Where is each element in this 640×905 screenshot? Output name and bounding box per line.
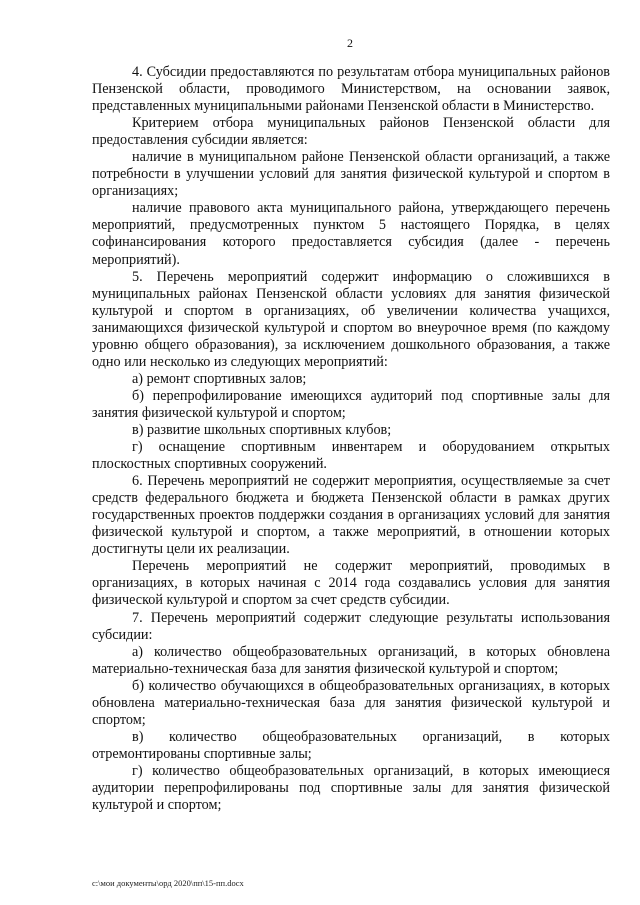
list-item-b-room-conversion: б) перепрофилирование имеющихся аудиторий под спортивные залы для занятия физической культурой и спортом; <box>92 387 610 421</box>
paragraph-item-4-subsidies: 4. Субсидии предоставляются по результатам отбора муниципальных районов Пензенской области, проводимого Министерством, на основании заявок, представленных муниципальными районами Пензенской области в Министерство. <box>92 64 610 115</box>
paragraph-criterion-legal-act: наличие правового акта муниципального района, утверждающего перечень мероприятий, предусмотренных пунктом 5 настоящего Порядка, в целях софинансирования которого предоставляется субсидия (далее - перечень мероприятий). <box>92 200 610 268</box>
list-item-c-school-sport-clubs: в) развитие школьных спортивных клубов; <box>132 421 392 438</box>
footer-file-path: c:\мои документы\орд 2020\пп\15-пп.docx <box>92 878 244 888</box>
paragraph-criterion-organizations: наличие в муниципальном районе Пензенской области организаций, а также потребности в улучшении условий для занятия физической культурой и спортом в организациях; <box>92 149 610 200</box>
paragraph-selection-criterion: Критерием отбора муниципальных районов Пензенской области для предоставления субсидии является: <box>92 115 610 149</box>
paragraph-item-7-results: 7. Перечень мероприятий содержит следующие результаты использования субсидии: <box>92 609 610 643</box>
list-item-d-outdoor-equipment: г) оснащение спортивным инвентарем и оборудованием открытых плоскостных спортивных сооружений. <box>92 439 610 473</box>
list-item-b-result-students: б) количество обучающихся в общеобразовательных организациях, в которых обновлена материально-техническая база для занятия физической культурой и спортом; <box>92 677 610 728</box>
paragraph-item-6-exclusions: 6. Перечень мероприятий не содержит мероприятия, осуществляемые за счет средств федерального бюджета и бюджета Пензенской области в рамках других государственных проектов поддержки создания в организациях условий для занятия физической культурой и спортом, а также мероприятий, в отношении которых достигнуты цели их реализации. <box>92 473 610 558</box>
list-item-d-result-converted-rooms: г) количество общеобразовательных организаций, в которых имеющиеся аудитории перепрофилированы под спортивные залы для занятия физической культурой и спортом; <box>92 762 610 814</box>
list-item-c-result-repaired-gyms: в) количество общеобразовательных организаций, в которых отремонтированы спортивные залы; <box>92 728 610 762</box>
page-number: 2 <box>347 36 353 50</box>
list-item-a-gym-repair: а) ремонт спортивных залов; <box>132 370 307 387</box>
list-item-a-result-organizations: а) количество общеобразовательных организаций, в которых обновлена материально-техническая база для занятия физической культурой и спортом; <box>92 643 610 677</box>
paragraph-item-5-measures-list: 5. Перечень мероприятий содержит информацию о сложившихся в муниципальных районах Пензенской области условиях для занятия физической культурой и спортом в организациях, об увеличении количества учащихся, занимающихся физической культурой и спортом во внеурочное время (по каждому уровню общего образования), за исключением дошкольного образования, а также одно или несколько из следующих мероприятий: <box>92 268 610 370</box>
document-body <box>92 64 610 814</box>
paragraph-exclusion-2014: Перечень мероприятий не содержит мероприятий, проводимых в организациях, в которых начиная с 2014 года создавались условия для занятия физической культурой и спортом за счет средств субсидии. <box>92 558 610 609</box>
